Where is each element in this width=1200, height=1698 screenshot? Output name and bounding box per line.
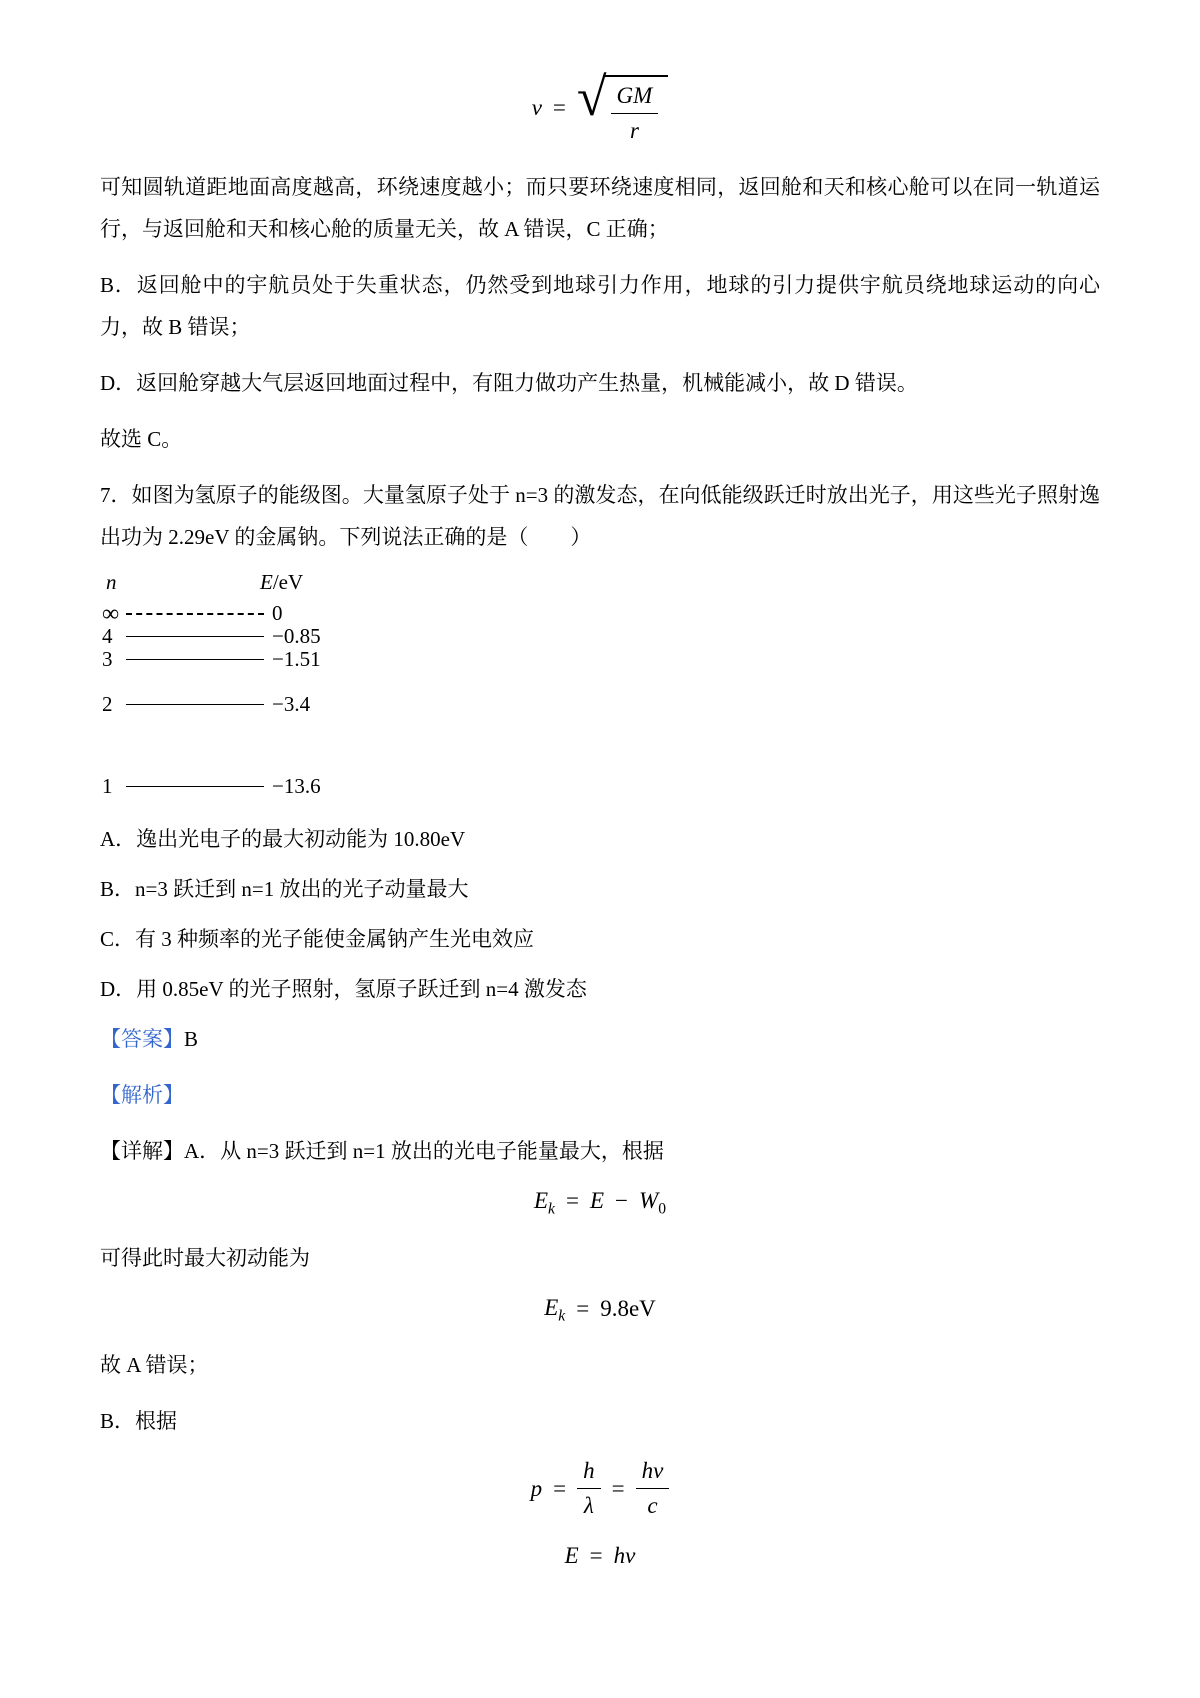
energy-level-diagram — [102, 569, 422, 800]
ek-subscript: k — [548, 1200, 555, 1218]
radical-icon: √ — [576, 67, 607, 127]
work-symbol: W — [639, 1187, 659, 1213]
equals-sign: = — [553, 1475, 567, 1501]
analysis-label: 【解析】 — [100, 1082, 184, 1107]
ek-symbol: E — [544, 1295, 559, 1321]
fraction — [611, 81, 659, 146]
fraction-numerator: h — [577, 1456, 601, 1489]
level-line-dashed — [126, 613, 264, 615]
formula-kinetic-energy-value — [100, 1293, 1100, 1324]
energy-level-4 — [102, 623, 422, 648]
a-conclusion: 故 A 错误； — [100, 1353, 209, 1378]
fraction-numerator: hν — [636, 1456, 670, 1489]
ek-base — [534, 1186, 555, 1217]
level-label: 3 — [102, 646, 113, 671]
equals-sign: = — [589, 1543, 603, 1569]
level-value: −0.85 — [272, 623, 321, 648]
level-label: 4 — [102, 623, 113, 648]
level-line — [126, 786, 264, 787]
level-value: −3.4 — [272, 691, 311, 716]
fraction-denominator: λ — [583, 1493, 594, 1519]
formula-momentum — [100, 1456, 1100, 1521]
option-c: C．有 3 种频率的光子能使金属钠产生光电效应 — [100, 926, 535, 951]
solution-paragraph-ac: 可知圆轨道距地面高度越高，环绕速度越小；而只要环绕速度相同，返回舱和天和核心舱可以在同一轨道运行，与返回舱和天和核心舱的质量无关，故 A 错误，C 正确； — [100, 174, 1100, 241]
fraction — [636, 1456, 670, 1521]
fraction-numerator: GM — [611, 81, 659, 114]
solution-conclusion: 故选 C。 — [100, 426, 183, 451]
formula-photon-energy — [100, 1541, 1100, 1571]
work-subscript: 0 — [658, 1200, 666, 1218]
detail-label: 【详解】 — [100, 1138, 184, 1163]
analysis-line — [100, 1074, 1100, 1116]
answer-value: B — [184, 1026, 199, 1051]
photon-energy-symbol: E — [589, 1188, 605, 1214]
equals-sign: = — [576, 1295, 590, 1321]
work-function — [639, 1186, 666, 1217]
ek-base — [544, 1293, 565, 1324]
detail-a-text: A．从 n=3 跃迁到 n=1 放出的光电子能量最大，根据 — [184, 1138, 664, 1163]
between-text: 可得此时最大初动能为 — [100, 1246, 310, 1271]
option-a: A．逸出光电子的最大初动能为 10.80eV — [100, 826, 466, 851]
square-root — [576, 67, 668, 146]
energy-level-infinity — [102, 602, 422, 626]
level-value: 0 — [272, 601, 283, 626]
level-label: 2 — [102, 691, 113, 716]
option-b: B．n=3 跃迁到 n=1 放出的光子动量最大 — [100, 876, 469, 901]
diagram-header-e-unit: /eV — [272, 569, 304, 594]
energy-level-3 — [102, 646, 422, 671]
level-line — [126, 659, 264, 660]
level-line — [126, 704, 264, 705]
diagram-header-energy — [260, 569, 304, 594]
question7-stem: 7．如图为氢原子的能级图。大量氢原子处于 n=3 的激发态，在向低能级跃迁时放出光子，用这些光子照射逸出功为 2.29eV 的金属钠。下列说法正确的是（ ） — [100, 482, 1100, 549]
diagram-header-e-symbol: E — [260, 569, 273, 594]
answer-label: 【答案】 — [100, 1026, 184, 1051]
minus-sign: − — [615, 1188, 629, 1214]
equals-sign: = — [565, 1188, 579, 1214]
level-line — [126, 636, 264, 637]
diagram-header-n: n — [106, 569, 117, 594]
ek-symbol: E — [533, 1187, 549, 1213]
detail-line-a — [100, 1130, 1100, 1172]
fraction — [577, 1456, 601, 1521]
energy-level-2 — [102, 691, 422, 716]
fraction-denominator: r — [629, 117, 639, 143]
energy-symbol: E — [564, 1543, 579, 1569]
energy-value: 9.8eV — [600, 1295, 656, 1321]
equals-sign: = — [552, 94, 566, 120]
energy-level-1 — [102, 773, 422, 798]
option-d: D．用 0.85eV 的光子照射，氢原子跃迁到 n=4 激发态 — [100, 976, 587, 1001]
momentum-symbol: p — [530, 1475, 543, 1501]
level-label: ∞ — [102, 600, 120, 627]
radicand — [603, 75, 669, 146]
hv-term: hν — [613, 1543, 636, 1569]
fraction-denominator: c — [647, 1493, 658, 1519]
level-value: −1.51 — [272, 646, 321, 671]
equals-sign: = — [611, 1475, 625, 1501]
detail-line-b: B．根据 — [100, 1409, 178, 1434]
formula-kinetic-energy — [100, 1186, 1100, 1217]
level-label: 1 — [102, 773, 113, 798]
formula-lhs: v — [531, 94, 542, 120]
answer-line — [100, 1018, 1100, 1060]
solution-paragraph-b: B．返回舱中的宇航员处于失重状态，仍然受到地球引力作用，地球的引力提供宇航员绕地球运动的向心力，故 B 错误； — [100, 272, 1100, 339]
ek-subscript: k — [558, 1307, 566, 1325]
formula-orbital-velocity — [100, 67, 1100, 146]
solution-paragraph-d: D．返回舱穿越大气层返回地面过程中，有阻力做功产生热量，机械能减小，故 D 错误。 — [100, 370, 918, 395]
level-value: −13.6 — [272, 773, 321, 798]
